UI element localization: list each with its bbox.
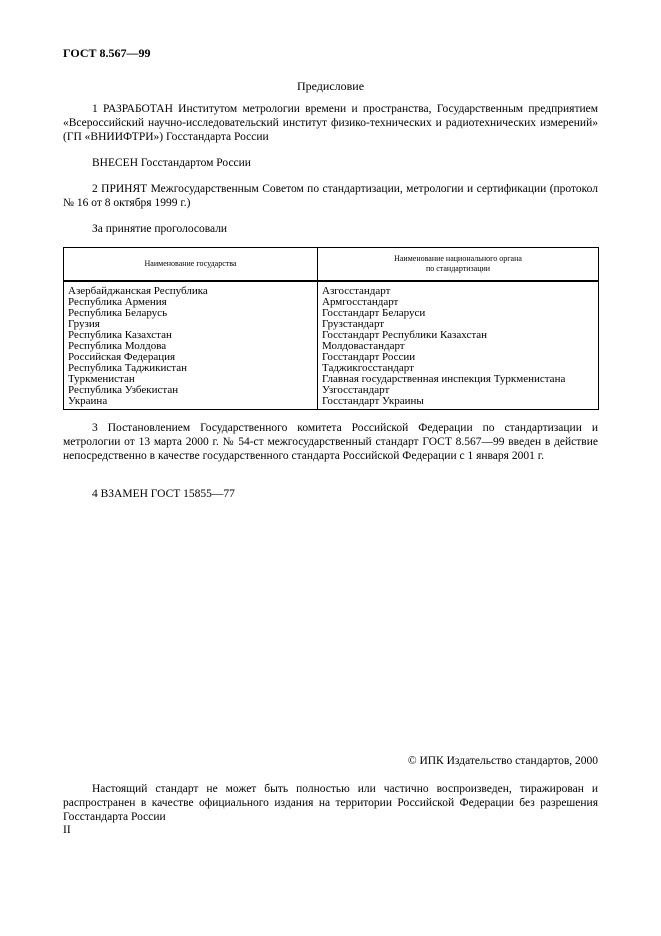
header-national-body-line1: Наименование национального органа [394, 254, 522, 263]
state-cell: Азербайджанская Республика [64, 281, 318, 297]
body-cell: Азгосстандарт [318, 281, 599, 297]
table-row [64, 281, 599, 297]
body-cell: Госстандарт Беларуси [318, 308, 599, 319]
section-voted: За принятие проголосовали [92, 223, 228, 235]
section-enacted: 3 Постановлением Государственного комитета Российской Федерации по стандартизации и метрологии от 13 марта 2000 г. № 54-ст межгосударственный стандарт ГОСТ 8.567—99 введен в действие непосредственно в качестве государственного стандарта Российской Федерации с 1 января 2001 г. [63, 422, 598, 462]
table-header-row [64, 248, 599, 282]
body-cell: Госстандарт России [318, 352, 599, 363]
section-introduced: ВНЕСЕН Госстандартом России [92, 157, 251, 169]
section-developed: 1 РАЗРАБОТАН Институтом метрологии времени и пространства, Государственным предприятием «Всероссийский научно-исследовательский институт физико-технических и радиотехнических измерений» (ГП «ВНИИФТРИ») Госстандарта России [63, 103, 598, 143]
body-cell: Главная государственная инспекция Туркменистана [318, 374, 599, 385]
foreword-heading: Предисловие [296, 79, 365, 93]
table-row [64, 396, 599, 410]
body-cell: Госстандарт Республики Казахстан [318, 330, 599, 341]
section-adopted: 2 ПРИНЯТ Межгосударственным Советом по стандартизации, метрологии и сертификации (протокол № 16 от 8 октября 1999 г.) [63, 183, 598, 209]
state-cell: Республика Молдова [64, 341, 318, 352]
body-cell: Госстандарт Украины [318, 396, 599, 410]
state-cell: Республика Казахстан [64, 330, 318, 341]
header-national-body-line2: по стандартизации [425, 264, 491, 273]
body-cell: Узгосстандарт [318, 385, 599, 396]
body-cell: Армгосстандарт [318, 297, 599, 308]
body-cell: Молдовастандарт [318, 341, 599, 352]
body-cell: Грузстандарт [318, 319, 599, 330]
voting-table [63, 247, 599, 410]
copyright-notice: © ИПК Издательство стандартов, 2000 [407, 755, 598, 767]
state-cell: Республика Армения [64, 297, 318, 308]
header-state: Наименование государства [64, 248, 318, 282]
document-code: ГОСТ 8.567—99 [63, 46, 151, 60]
state-cell: Республика Узбекистан [64, 385, 318, 396]
page-number: II [63, 824, 71, 836]
reproduction-notice: Настоящий стандарт не может быть полностью или частично воспроизведен, тиражирован и распространен в качестве официального издания на территории Российской Федерации без разрешения Госстандарта России [63, 783, 598, 823]
state-cell: Украина [64, 396, 318, 410]
section-replaces: 4 ВЗАМЕН ГОСТ 15855—77 [92, 488, 235, 500]
state-cell: Российская Федерация [64, 352, 318, 363]
body-cell: Таджикгосстандарт [318, 363, 599, 374]
header-national-body [318, 248, 599, 282]
state-cell: Грузия [64, 319, 318, 330]
state-cell: Республика Таджикистан [64, 363, 318, 374]
state-cell: Туркменистан [64, 374, 318, 385]
state-cell: Республика Беларусь [64, 308, 318, 319]
